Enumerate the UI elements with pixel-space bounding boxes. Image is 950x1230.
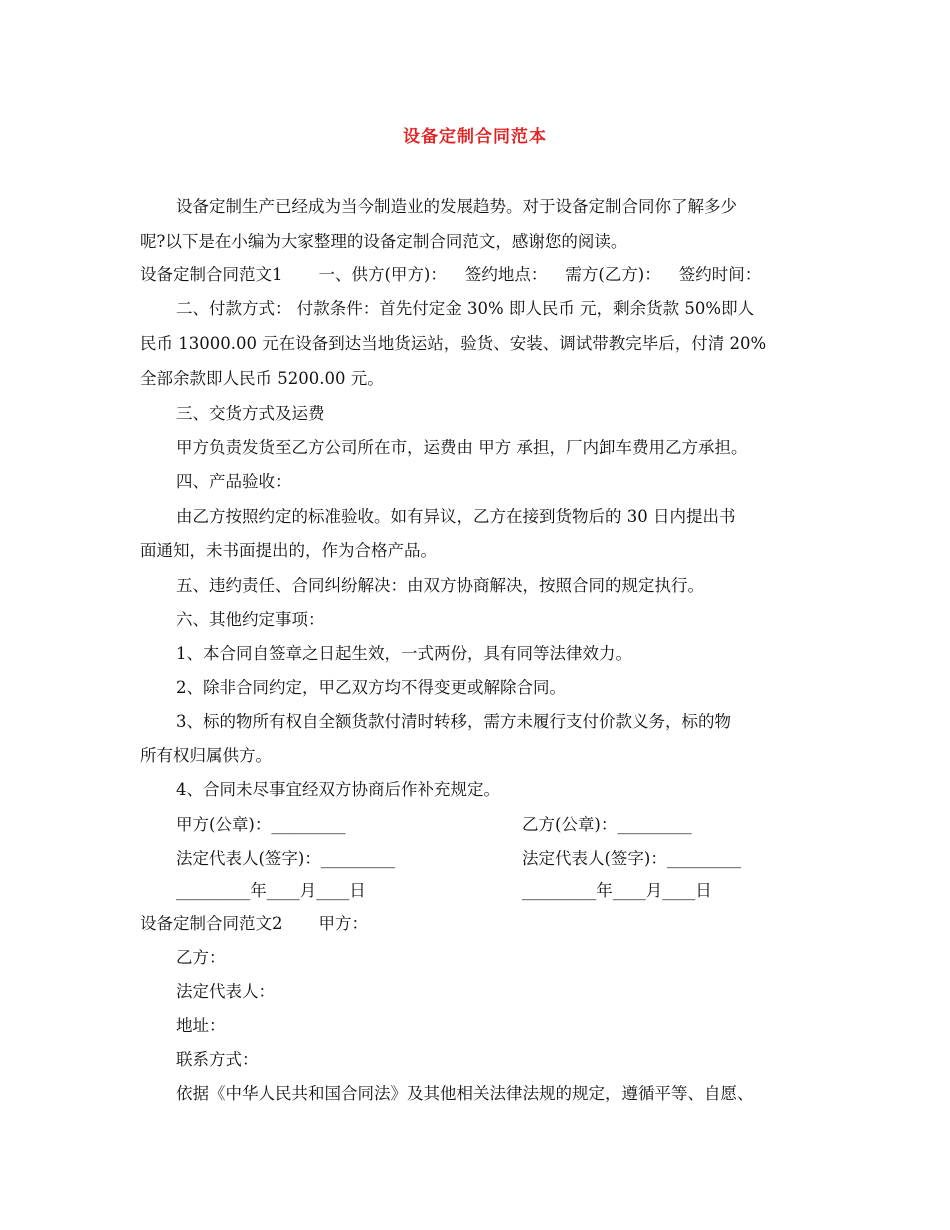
party-a-seal-field: 甲方(公章)：_________ <box>176 815 346 834</box>
sample2-party-b-label: 乙方： <box>176 948 226 967</box>
other-matters-heading: 六、其他约定事项： <box>176 610 325 629</box>
sample1-heading: 设备定制合同范文1 <box>140 265 283 284</box>
sample2-party-a-label: 甲方： <box>318 914 368 933</box>
intro-line-1: 设备定制生产已经成为当今制造业的发展趋势。对于设备定制合同你了解多少 <box>176 197 737 216</box>
intro-line-2: 呢?以下是在小编为大家整理的设备定制合同范文，感谢您的阅读。 <box>140 232 628 251</box>
other-item-4: 4、合同未尽事宜经双方协商后作补充规定。 <box>176 780 500 799</box>
inspection-line-2: 面通知，未书面提出的，作为合格产品。 <box>140 541 437 560</box>
sample2-basis-text: 依据《中华人民共和国合同法》及其他相关法律法规的规定，遵循平等、自愿、 <box>176 1084 754 1103</box>
document-title: 设备定制合同范本 <box>403 127 547 147</box>
payment-line-1: 二、付款方式： 付款条件：首先付定金 30% 即人民币 元，剩余货款 50%即人 <box>176 299 755 318</box>
buyer-label: 需方(乙方)： <box>565 265 661 284</box>
other-item-1: 1、本合同自签章之日起生效，一式两份，具有同等法律效力。 <box>176 644 632 663</box>
sample2-legal-rep-label: 法定代表人： <box>176 982 275 1001</box>
sample2-heading: 设备定制合同范文2 <box>140 914 283 933</box>
party-a-rep-field: 法定代表人(签字)：_________ <box>176 849 396 868</box>
other-item-3-line-1: 3、标的物所有权自全额货款付清时转移，需方未履行支付价款义务，标的物 <box>176 712 731 731</box>
delivery-heading: 三、交货方式及运费 <box>176 404 325 423</box>
payment-line-2: 民币 13000.00 元在设备到达当地货运站，验货、安装、调试带教完毕后，付清 20% <box>140 334 767 353</box>
sign-time-label: 签约时间： <box>678 265 762 284</box>
inspection-heading: 四、产品验收： <box>176 472 292 491</box>
sample1-heading-row <box>140 264 761 286</box>
inspection-line-1: 由乙方按照约定的标准验收。如有异议，乙方在接到货物后的 30 日内提出书 <box>176 507 736 526</box>
party-b-rep-field: 法定代表人(签字)：_________ <box>522 849 742 868</box>
sample2-heading-row <box>140 913 368 935</box>
sample2-address-label: 地址： <box>176 1016 226 1035</box>
party-a-date-field: _________年____月____日 <box>176 881 366 900</box>
party-b-seal-field: 乙方(公章)：_________ <box>522 815 692 834</box>
payment-line-3: 全部余款即人民币 5200.00 元。 <box>140 369 384 388</box>
party-b-date-field: _________年____月____日 <box>522 881 712 900</box>
delivery-text: 甲方负责发货至乙方公司所在市，运费由 甲方 承担，厂内卸车费用乙方承担。 <box>176 438 748 457</box>
sample2-contact-label: 联系方式： <box>176 1050 259 1069</box>
sign-place-label: 签约地点： <box>464 265 548 284</box>
supplier-label: 一、供方(甲方)： <box>318 265 447 284</box>
liability-clause: 五、违约责任、合同纠纷解决：由双方协商解决，按照合同的规定执行。 <box>176 576 704 595</box>
other-item-3-line-2: 所有权归属供方。 <box>140 746 272 765</box>
other-item-2: 2、除非合同约定，甲乙双方均不得变更或解除合同。 <box>176 678 566 697</box>
